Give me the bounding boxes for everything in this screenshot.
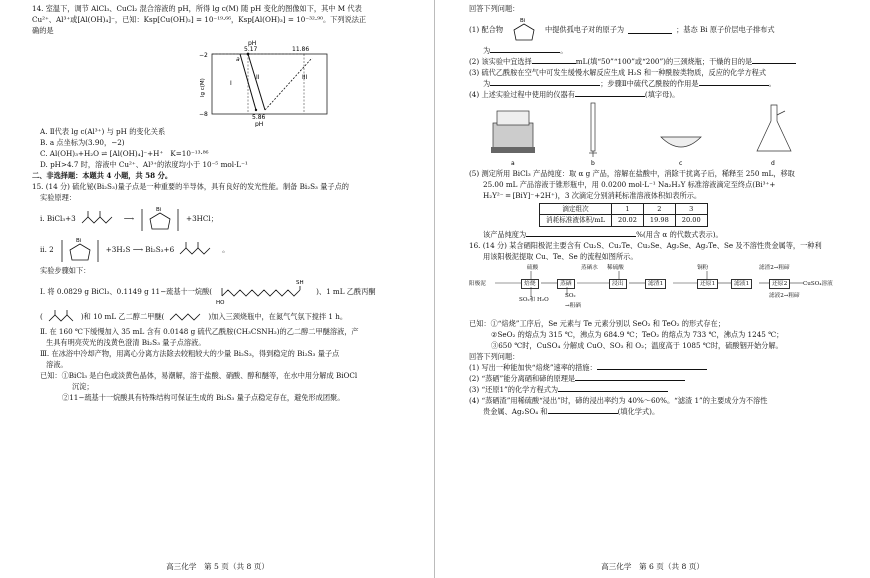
- q15-5-text: 该产品纯度为: [483, 229, 527, 239]
- reaction-2-lhs: ii. 2: [40, 244, 54, 254]
- answer-blank[interactable]: [752, 57, 796, 64]
- q15-1-cont: [469, 46, 858, 56]
- q15-1-text: ；基态 Bi 原子价层电子排布式: [676, 25, 775, 35]
- q15-4-text: (4) 上述实验过程中使用的仪器有: [469, 90, 575, 99]
- answer-blank[interactable]: [575, 90, 645, 97]
- apparatus-figure: [479, 101, 859, 169]
- table-row: [540, 215, 708, 227]
- known-1: 已知：①BiCl₃ 是白色或淡黄色晶体，易潮解，溶于盐酸、硝酸、醇和醚等，在水中用分解成 BiOCl: [40, 370, 358, 380]
- q15-2: [469, 57, 858, 67]
- q14-option-d: D. pH>4.7 时，溶液中 Cu²⁺、Al³⁺的浓度均小于 10⁻⁵ mol·L⁻¹: [40, 160, 248, 169]
- flow-label: 蒸硒水: [581, 265, 598, 272]
- point-a: [247, 53, 250, 56]
- q14-option-a: A. Ⅱ代表 lg c(Al³⁺) 与 pH 的变化关系: [40, 127, 166, 136]
- q14-stem: 14. 室温下，调节 AlCl₃、CuCl₂ 混合溶液的 pH，所得 lg c(M) 随 pH 变化的图像如下，其中 M 代表: [32, 4, 362, 13]
- table-header: 3: [675, 203, 707, 215]
- q16-intro: 用该阳极泥提取 Cu、Te、Se 的流程如图所示。: [483, 251, 638, 261]
- bi-label: Bi: [156, 206, 162, 213]
- acac-structure: [80, 209, 120, 229]
- q16-1-text: (1) 写出一种能加快“焙烧”速率的措施：: [469, 363, 597, 373]
- q16-known: ②SeO₂ 的熔点为 315 ℃，沸点为 684.9 ℃；TeO₂ 的熔点为 733 ℃，沸点为 1245 ℃；: [491, 330, 784, 340]
- q15-1: [469, 15, 858, 45]
- step-1-line2: [32, 308, 425, 326]
- q16-3-text: (3) “还原1”的化学方程式为: [469, 385, 559, 395]
- q15-3-text: 。: [768, 79, 776, 88]
- step-1-text: )、1 mL 乙酰丙酮: [316, 286, 376, 296]
- reaction-1: i. BiCl₃+3 ⟶ Bi +3HCl；: [32, 204, 425, 234]
- flow-box: 还原1: [697, 279, 718, 289]
- flow-label: SO₂: [565, 293, 576, 300]
- process-flowchart: [469, 263, 858, 317]
- balance-icon: [491, 111, 535, 153]
- q15-5: H₂Y²⁻ ═ [BiY]⁻+2H⁺)，3 次滴定分别消耗标准溶液体积如表所示。: [483, 191, 702, 200]
- questions-intro: 回答下列问题：: [469, 4, 520, 13]
- questions-intro: 回答下列问题：: [469, 352, 520, 362]
- flow-box: 焙烧: [521, 279, 539, 289]
- acac-structure-2: [178, 240, 218, 260]
- step-2: 生具有明亮荧光的浅黄色澄清 Bi₂S₃ 量子点溶液。: [46, 337, 206, 347]
- bi-complex-structure: [138, 205, 182, 233]
- table-header: 2: [643, 203, 675, 215]
- curve-2: [248, 54, 265, 110]
- q16-4-text: 贵金属、Ag₂SO₄ 和: [483, 407, 548, 417]
- sh-label: SH: [296, 279, 304, 286]
- flow-label: 铜粉: [697, 265, 709, 272]
- apparatus-label-b: b: [591, 160, 595, 167]
- bi-label-2: Bi: [75, 237, 82, 244]
- curve-3-label: III: [302, 74, 308, 81]
- page-footer: 高三化学 第 5 页（共 8 页）: [166, 561, 269, 571]
- acetylacetone-structure: [47, 309, 77, 325]
- q14-stem: 确的是: [32, 26, 54, 35]
- graph-x3: 5.86: [252, 114, 266, 121]
- graph-y-bottom: −8: [199, 111, 208, 118]
- table-cell: 20.00: [675, 215, 707, 227]
- curve-3: [265, 58, 312, 110]
- flow-label: 阳极泥: [469, 281, 486, 288]
- q15-4: [469, 90, 858, 100]
- reaction-2-end: 。: [222, 244, 230, 254]
- q15-5-result: [469, 230, 858, 240]
- q15-5-text: %(用含 α 的代数式表示)。: [636, 229, 723, 239]
- q15-intro: 15. (14 分) 硫化铋(Bi₂S₃)量子点是一种重要的半导体，具有良好的发光性能。制备 Bi₂S₃ 量子点的: [32, 181, 349, 191]
- q14-option-b: B. a 点坐标为(3.90，−2): [40, 138, 125, 147]
- point-a-label: a: [236, 56, 240, 63]
- answer-blank[interactable]: [575, 374, 685, 381]
- answer-blank[interactable]: [628, 27, 672, 34]
- point-x3: [255, 109, 257, 111]
- answer-blank[interactable]: [597, 363, 707, 370]
- answer-blank[interactable]: [526, 230, 636, 237]
- erlenmeyer-flask-icon: [757, 105, 791, 151]
- answer-blank[interactable]: [490, 46, 560, 53]
- step-1-text: (: [40, 311, 43, 321]
- q15-2-text: (2) 该实验中宜选择: [469, 57, 532, 66]
- section-heading: 二、非选择题：本题共 4 小题，共 58 分。: [32, 171, 173, 180]
- q15-intro: 实验原理：: [40, 192, 76, 202]
- q16-known: ③650 ℃时，CuSO₄ 分解成 CuO、SO₃ 和 O₂；温度高于 1085 ℃时，硫酸铟开始分解。: [491, 341, 783, 351]
- apparatus-label-d: d: [771, 160, 775, 167]
- ho-label: HO: [216, 299, 225, 306]
- reaction-2-mid: +3H₂S ⟶ Bi₂S₃+6: [105, 244, 175, 254]
- q15-5: (5) 测定所用 BiCl₃ 产品纯度：取 α g 产品，溶解在盐酸中，消除干扰离子后，稀释至 250 mL，移取: [469, 169, 795, 178]
- bi-complex-structure-3: [507, 16, 541, 44]
- reaction-1-lhs: i. BiCl₃+3: [40, 213, 76, 223]
- q15-1-text: 中提供孤电子对的原子为: [545, 25, 625, 35]
- q16-4-text: (填化学式)。: [617, 407, 660, 417]
- graph-ylabel: lg c(M): [200, 78, 206, 97]
- q15-3-text: ；步骤Ⅱ中硫代乙酰胺的作用是: [600, 79, 699, 88]
- bi-label-3: Bi: [520, 18, 526, 24]
- q16-2: [469, 374, 858, 384]
- table-header: 1: [612, 203, 644, 215]
- q16-4: (4) “蒸硒渣”用稀硫酸“浸出”时，碲的浸出率约为 40%～60%。“滤渣 1”的主要成分为不溶性: [469, 396, 768, 406]
- answer-blank[interactable]: [699, 79, 769, 86]
- q15-2-text: mL(填“50”“100”或“200”)的三颈烧瓶；干燥的目的是: [575, 57, 753, 66]
- answer-blank[interactable]: [532, 57, 576, 64]
- table-header: 滴定组次: [540, 203, 612, 215]
- dimethoxyethane-structure: [168, 310, 204, 324]
- flow-label: 硫酸: [527, 265, 539, 272]
- mercapto-acid-structure: [216, 278, 312, 306]
- reaction-1-rhs: +3HCl；: [186, 213, 218, 223]
- known-2: ②11−巯基十一烷酸具有特殊结构可保证生成的 Bi₂S₃ 量子点稳定存在，避免形成团聚。: [62, 392, 345, 402]
- steps-title: 实验步骤如下：: [40, 265, 91, 275]
- q15-1-text: 。: [560, 46, 568, 55]
- page-footer: 高三化学 第 6 页（共 8 页）: [601, 561, 704, 571]
- titration-table: [539, 203, 708, 227]
- graph-bottom-label: pH: [255, 121, 264, 127]
- q16-2-text: (2) “蒸硒”能分离硒和碲的原理是: [469, 374, 576, 384]
- reaction-2: [32, 235, 425, 265]
- q15-1-text: 为: [483, 46, 491, 55]
- evaporating-dish-icon: [661, 137, 701, 147]
- graph-top-label: pH: [248, 40, 257, 47]
- q16-1: [469, 363, 858, 373]
- flow-box: 滤渣1: [645, 279, 666, 289]
- q14-stem: Cu²⁺、Al³⁺或[Al(OH)₄]⁻，已知：Ksp[Cu(OH)₂] = 10⁻¹⁹·⁶⁶，Ksp[Al(OH)₃] = 10⁻³²·⁹⁰。下列说法正: [32, 15, 367, 24]
- page-6: [435, 0, 870, 578]
- curve-1-label: I: [230, 80, 232, 87]
- answer-blank[interactable]: [558, 385, 668, 392]
- flow-label: 滤渣2→粗碲: [759, 265, 790, 272]
- flow-box: 滤液1: [731, 279, 752, 289]
- q14-option-c: C. Al(OH)₃+H₂O ⇌ [Al(OH)₄]⁻+H⁺ K=10⁻¹³·⁸⁶: [40, 149, 209, 158]
- table-cell: 19.98: [643, 215, 675, 227]
- q14-graph: [152, 37, 372, 127]
- flow-arrows: [469, 263, 849, 317]
- flow-box: 浸出: [609, 279, 627, 289]
- q15-3: (3) 硫代乙酰胺在空气中可发生缓慢水解反应生成 H₂S 和一种酰胺类物质，反应的化学方程式: [469, 68, 767, 77]
- q16-3: [469, 385, 858, 395]
- q15-3-cont: [469, 79, 858, 89]
- flow-box: 蒸硒: [557, 279, 575, 289]
- apparatus-label-a: a: [511, 160, 515, 167]
- flow-label: →粗硒: [565, 303, 581, 310]
- answer-blank[interactable]: [548, 407, 618, 414]
- table-cell: 消耗标准液体积/mL: [540, 215, 612, 227]
- step-3: Ⅲ. 在冰浴中冷却产物，用离心分离方法除去较粗较大的少量 Bi₂S₃，得到稳定的 Bi₂S₃ 量子点: [40, 348, 340, 358]
- flow-label: SO₂和 H₂O: [519, 297, 549, 304]
- burette-icon: [589, 103, 597, 157]
- step-1-text: Ⅰ. 将 0.0829 g BiCl₃、0.1149 g 11−巯基十一烷酸(: [40, 286, 213, 296]
- step-1-line1: [32, 277, 425, 307]
- table-cell: 20.02: [612, 215, 644, 227]
- apparatus-label-c: c: [679, 160, 683, 167]
- step-1-text: )加入三颈烧瓶中，在氮气气氛下搅拌 1 h。: [208, 311, 348, 321]
- graph-x1: 5.17: [244, 46, 258, 53]
- graph-y-top: −2: [199, 52, 208, 59]
- q16-intro: 16. (14 分) 某含硒阳极泥主要含有 Cu₂S、Cu₂Te、Cu₂Se、Ag₂Se、Ag₂Te、Se 及不溶性贵金属等，一种利: [469, 240, 822, 250]
- bi-complex-structure-2: [58, 236, 102, 264]
- flow-label: 稀硫酸: [607, 265, 624, 272]
- table-row: [540, 203, 708, 215]
- flow-label: CuSO₄溶液: [803, 281, 833, 288]
- q15-5: 25.00 mL 产品溶液于锥形瓶中，用 0.0200 mol·L⁻¹ Na₂H₂Y 标准溶液滴定至终点(Bi³⁺+: [483, 180, 776, 189]
- q15-4-text: (填字母)。: [644, 90, 680, 99]
- q15-1-text: (1) 配合物: [469, 25, 504, 35]
- q16-known: 已知：①“焙烧”工序后，Se 元素与 Te 元素分别以 SeO₂ 和 TeO₂ 的形式存在；: [469, 319, 725, 329]
- flow-box: 还原2: [769, 279, 790, 289]
- known-1: 沉淀；: [72, 381, 94, 391]
- q16-4-cont: [469, 407, 858, 417]
- flow-label: 滤液2→粗碲: [769, 293, 800, 300]
- q15-3-text: 为: [483, 79, 491, 88]
- curve-2-label: II: [256, 74, 260, 81]
- graph-x2: 11.86: [292, 46, 310, 53]
- step-3: 溶液。: [46, 359, 68, 369]
- answer-blank[interactable]: [490, 79, 600, 86]
- step-2: Ⅱ. 在 160 ℃下缓慢加入 35 mL 含有 0.0148 g 硫代乙酰胺(CH₃CSNH₂)的乙二醇二甲醚溶液，产: [40, 326, 359, 336]
- step-1-text: )和 10 mL 乙二醇二甲醚(: [80, 311, 165, 321]
